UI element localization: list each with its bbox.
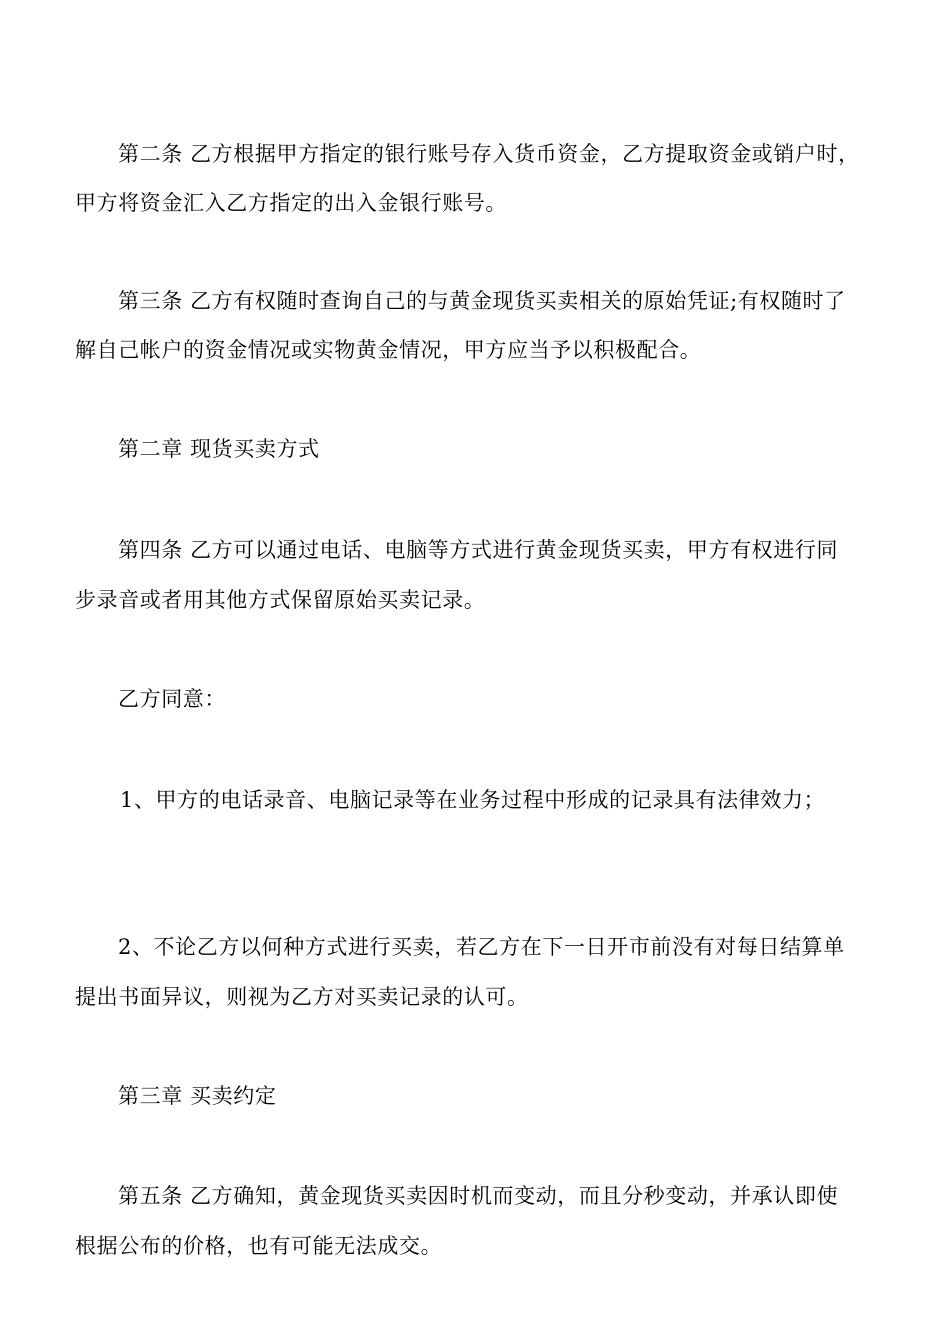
article-5-line-1: 第五条 乙方确知，黄金现货买卖因时机而变动，而且分秒变动，并承认即使 (118, 1184, 839, 1208)
article-3-line-1: 第三条 乙方有权随时查询自己的与黄金现货买卖相关的原始凭证;有权随时了 (118, 289, 846, 313)
article-4-line-1: 第四条 乙方可以通过电话、电脑等方式进行黄金现货买卖，甲方有权进行同 (118, 538, 839, 562)
article-3-line-2: 解自己帐户的资金情况或实物黄金情况，甲方应当予以积极配合。 (75, 338, 702, 362)
clause-item-1: 1、甲方的电话录音、电脑记录等在业务过程中形成的记录具有法律效力； (120, 788, 826, 812)
chapter-3-heading: 第三章 买卖约定 (118, 1084, 277, 1108)
clause-item-2-line-1: 2、不论乙方以何种方式进行买卖，若乙方在下一日开市前没有对每日结算单 (118, 935, 845, 959)
article-2-line-2: 甲方将资金汇入乙方指定的出入金银行账号。 (75, 191, 507, 215)
clause-item-2-line-2: 提出书面异议，则视为乙方对买卖记录的认可。 (75, 985, 529, 1009)
party-b-agrees: 乙方同意： (118, 687, 226, 711)
chapter-2-heading: 第二章 现货买卖方式 (118, 437, 320, 461)
article-4-line-2: 步录音或者用其他方式保留原始买卖记录。 (75, 588, 486, 612)
article-5-line-2: 根据公布的价格，也有可能无法成交。 (75, 1234, 443, 1258)
article-2-line-1: 第二条 乙方根据甲方指定的银行账号存入货币资金，乙方提取资金或销户时， (118, 142, 860, 166)
